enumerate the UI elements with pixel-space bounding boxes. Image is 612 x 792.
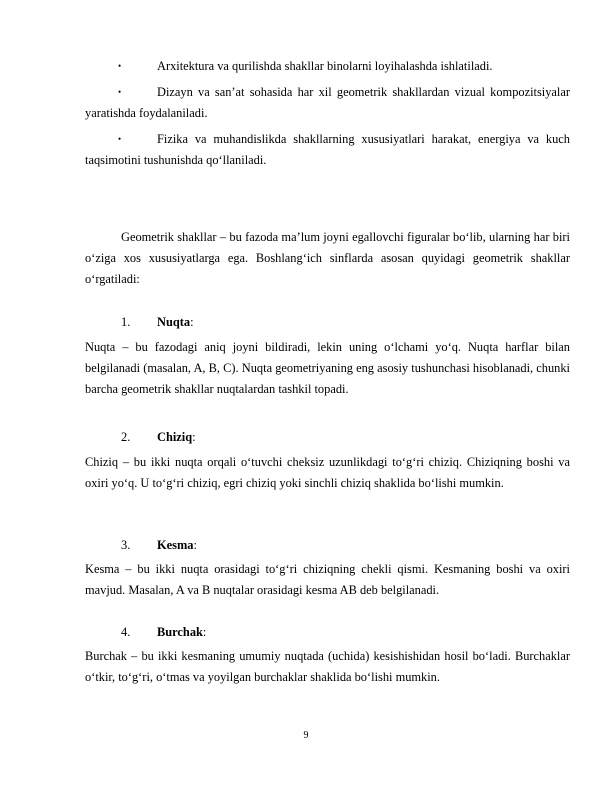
section-number: 2. bbox=[121, 430, 131, 444]
section-text: Burchak – bu ikki kesmaning umumiy nuqtada (uchida) kesishishidan hosil bo‘ladi. Burchaklar o‘tkir, to‘g‘ri, o‘tmas va yoyilgan burchaklar shaklida bo‘lishi mumkin. bbox=[85, 649, 570, 684]
bullet-item bbox=[85, 82, 570, 124]
bullet-text: Fizika va muhandislikda shakllarning xususiyatlari harakat, energiya va kuch taqsimotini tushunishda qo‘llaniladi. bbox=[85, 132, 570, 167]
section-heading bbox=[121, 535, 197, 556]
section-text: Chiziq – bu ikki nuqta orqali o‘tuvchi cheksiz uzunlikdagi to‘g‘ri chiziq. Chiziqning boshi va oxiri yo‘q. U to‘g‘ri chiziq, egri chiziq yoki sinchli chiziq shaklida bo‘lishi mumkin. bbox=[85, 455, 570, 490]
intro-paragraph bbox=[85, 227, 570, 290]
bullet-item bbox=[85, 56, 570, 77]
page-number: 9 bbox=[303, 730, 309, 741]
section-paragraph bbox=[85, 646, 570, 688]
section-heading bbox=[121, 427, 196, 448]
section-colon: : bbox=[190, 315, 194, 329]
section-paragraph bbox=[85, 337, 570, 400]
section-term: Nuqta bbox=[157, 315, 191, 329]
section-number: 1. bbox=[121, 315, 131, 329]
section-colon: : bbox=[193, 538, 197, 552]
section-number: 4. bbox=[121, 625, 131, 639]
section-term: Kesma bbox=[157, 538, 194, 552]
section-number: 3. bbox=[121, 538, 131, 552]
section-term: Chiziq bbox=[157, 430, 193, 444]
section-text: Nuqta – bu fazodagi aniq joyni bildiradi, lekin uning o‘lchami yo‘q. Nuqta harflar bilan belgilanadi (masalan, A, B, C). Nuqta geometriyaning eng asosiy tushunchasi hisoblanadi, chunki barcha geometrik shakllar nuqtalardan tashkil topadi. bbox=[85, 340, 570, 396]
bullet-marker: • bbox=[118, 87, 122, 97]
section-paragraph bbox=[85, 559, 570, 601]
bullet-item bbox=[85, 129, 570, 171]
bullet-text: Dizayn va san’at sohasida har xil geometrik shakllardan vizual kompozitsiyalar yaratishda foydalaniladi. bbox=[85, 85, 570, 120]
intro-text: Geometrik shakllar – bu fazoda ma’lum joyni egallovchi figuralar bo‘lib, ularning har biri o‘ziga xos xususiyatlarga ega. Boshlang‘ich sinflarda asosan quyidagi geometrik shakllar o‘rgatiladi: bbox=[85, 230, 570, 286]
bullet-marker: • bbox=[118, 61, 122, 71]
section-colon: : bbox=[202, 625, 207, 639]
section-text: Kesma – bu ikki nuqta orasidagi to‘g‘ri chiziqning chekli qismi. Kesmaning boshi va oxiri mavjud. Masalan, A va B nuqtalar orasidagi kesma AB deb belgilanadi. bbox=[85, 562, 570, 597]
section-heading bbox=[121, 312, 194, 333]
section-term: Burchak bbox=[157, 625, 203, 639]
section-colon: : bbox=[192, 430, 196, 444]
bullet-text: Arxitektura va qurilishda shakllar binolarni loyihalashda ishlatiladi. bbox=[157, 59, 493, 73]
section-heading bbox=[121, 622, 206, 643]
bullet-marker: • bbox=[118, 134, 122, 144]
section-paragraph bbox=[85, 452, 570, 494]
